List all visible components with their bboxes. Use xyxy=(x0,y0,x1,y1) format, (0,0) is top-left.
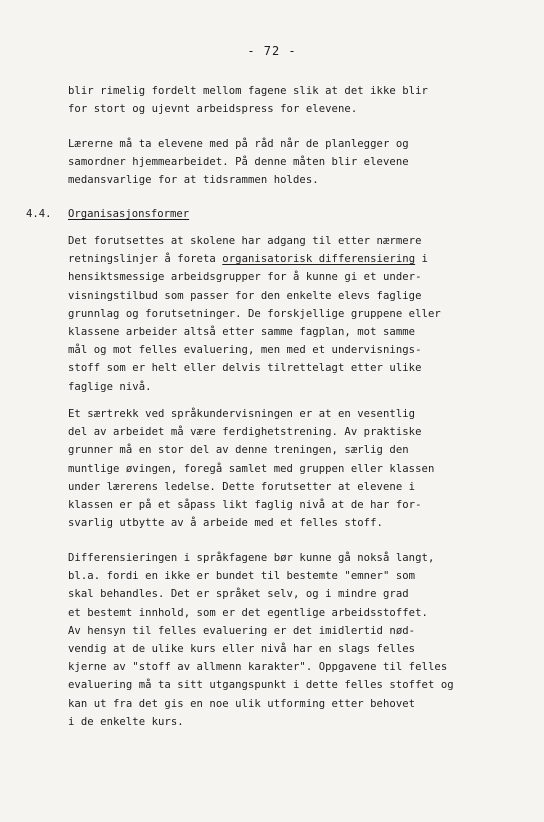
text-segment: i de enkelte kurs. xyxy=(68,715,184,728)
text-line xyxy=(68,567,508,585)
text-segment: et bestemt innhold, som er det egentlige arbeidsstoffet. xyxy=(68,606,428,619)
text-segment: muntlige øvingen, foregå samlet med gruppen eller klassen xyxy=(68,462,435,475)
text-segment: hensiktsmessige arbeidsgrupper for å kunne gi et under- xyxy=(68,271,422,284)
text-segment: klassen er på et såpass likt faglig nivå at de har for- xyxy=(68,499,422,512)
section-number: 4.4. xyxy=(26,208,52,220)
text-line xyxy=(68,305,508,323)
text-line xyxy=(68,514,508,532)
text-segment: evaluering må ta sitt utgangspunkt i dette felles stoffet og xyxy=(68,679,454,692)
text-line xyxy=(68,323,508,341)
text-line xyxy=(68,695,508,713)
section-paragraph-2 xyxy=(68,405,508,532)
text-line xyxy=(68,549,508,567)
text-segment: Differensieringen i språkfagene bør kunne gå nokså langt, xyxy=(68,552,435,564)
text-segment: stoff som er helt eller delvis tilrettelagt etter ulike xyxy=(68,362,422,375)
text-segment: visningstilbud som passer for den enkelte elevs faglige xyxy=(68,289,422,302)
text-line xyxy=(68,359,508,377)
text-line xyxy=(68,713,508,731)
text-line: blir rimelig fordelt mellom fagene slik at det ikke blir xyxy=(68,85,428,97)
section-paragraph-1 xyxy=(68,232,508,396)
text-segment: klassene arbeider altså etter samme fagplan, mot samme xyxy=(68,326,416,339)
text-line: for stort og ujevnt arbeidspress for elevene. xyxy=(68,103,358,116)
text-line xyxy=(68,585,508,603)
text-line xyxy=(68,622,508,640)
text-line xyxy=(68,640,508,658)
section-heading: Organisasjonsformer xyxy=(68,208,190,220)
text-line xyxy=(68,232,508,250)
text-line xyxy=(68,341,508,359)
text-segment: i xyxy=(415,253,428,266)
text-segment: Et særtrekk ved språkundervisningen er at en vesentlig xyxy=(68,408,416,420)
text-line xyxy=(68,478,508,496)
underlined-term: organisatorisk differensiering xyxy=(222,253,416,266)
text-line: Lærerne må ta elevene med på råd når de planlegger og xyxy=(68,138,409,150)
text-line: samordner hjemmearbeidet. På denne måten blir elevene xyxy=(68,156,409,169)
paragraph-2 xyxy=(68,135,508,190)
text-segment: grunner må en stor del av denne treningen, særlig den xyxy=(68,444,409,457)
page-number: - 72 - xyxy=(247,44,297,58)
section-paragraph-3 xyxy=(68,549,508,731)
text-line xyxy=(68,676,508,694)
text-segment: kjerne av "stoff av allmenn karakter". Oppgavene til felles xyxy=(68,661,448,674)
text-segment: vendig at de ulike kurs eller nivå har en slags felles xyxy=(68,643,416,656)
text-line xyxy=(68,268,508,286)
text-segment: faglige nivå. xyxy=(68,380,152,393)
text-segment: kan ut fra det gis en noe ulik utforming etter behovet xyxy=(68,697,416,710)
text-segment: del av arbeidet må være ferdighetstrening. Av praktiske xyxy=(68,426,422,439)
text-line xyxy=(68,441,508,459)
text-segment: Av hensyn til felles evaluering er det imidlertid nød- xyxy=(68,624,416,637)
text-segment: under lærerens ledelse. Dette forutsetter at elevene i xyxy=(68,480,416,493)
text-segment: Det forutsettes at skolene har adgang til etter nærmere xyxy=(68,235,422,247)
text-line xyxy=(68,405,508,423)
text-line xyxy=(68,496,508,514)
text-line xyxy=(68,423,508,441)
text-line xyxy=(68,250,508,268)
paragraph-1 xyxy=(68,82,508,118)
text-segment: skal behandles. Det er språket selv, og i mindre grad xyxy=(68,588,409,601)
text-line xyxy=(68,378,508,396)
text-line xyxy=(68,460,508,478)
text-segment: retningslinjer å foreta xyxy=(68,253,223,266)
text-line xyxy=(68,658,508,676)
text-line xyxy=(68,287,508,305)
text-segment: mål og mot felles evaluering, men med et undervisnings- xyxy=(68,344,422,357)
text-line: medansvarlige for at tidsrammen holdes. xyxy=(68,174,319,187)
text-line xyxy=(68,604,508,622)
text-segment: svarlig utbytte av å arbeide med et felles stoff. xyxy=(68,517,383,530)
text-segment: grunnlag og forutsetninger. De forskjellige gruppene eller xyxy=(68,307,441,320)
text-segment: bl.a. fordi en ikke er bundet til bestemte "emner" som xyxy=(68,570,416,583)
